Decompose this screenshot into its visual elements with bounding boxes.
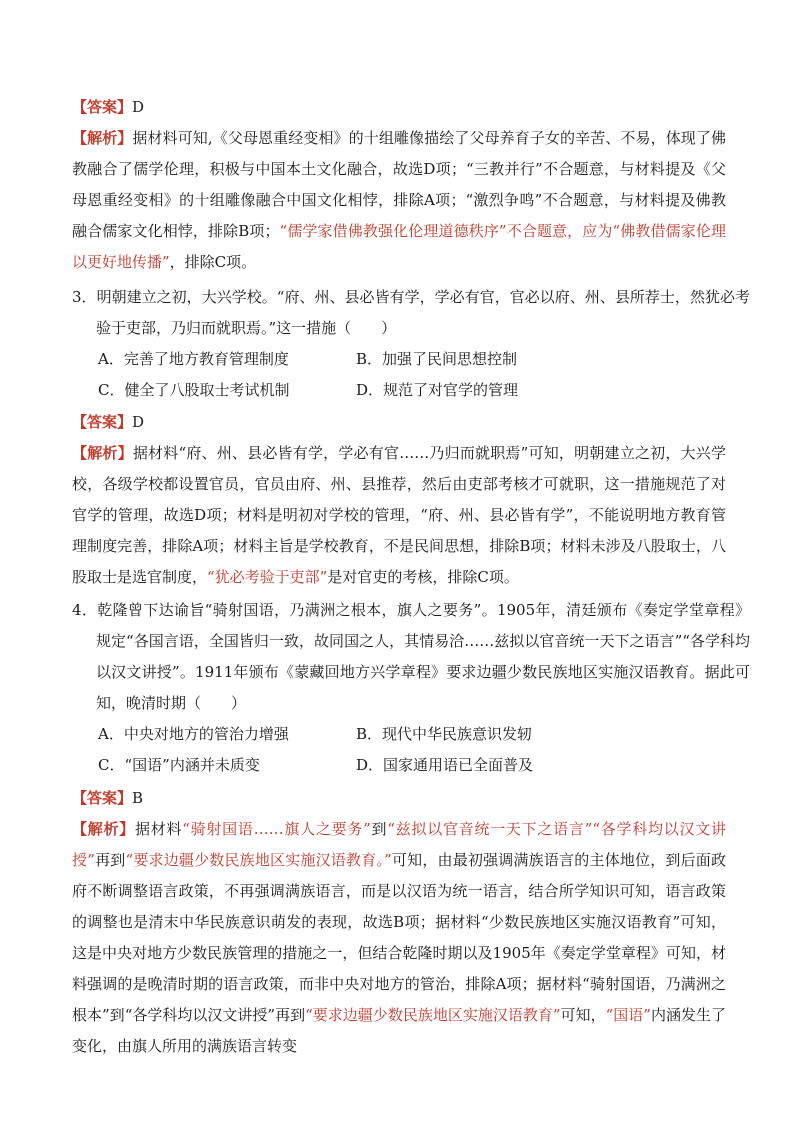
question-3-option-a: A．完善了地方教育管理制度 <box>98 350 289 368</box>
question-3-option-c: C．健全了八股取士考试机制 <box>98 381 290 399</box>
answer-line-1 <box>72 92 726 123</box>
analysis-highlight: “要求边疆少数民族地区实施汉语教育” <box>305 1006 561 1024</box>
question-3-stem: 3．明朝建立之初，大兴学校。“府、州、县必皆有学，学必有官，官必以府、州、县所荐士，然犹必考验于吏部，乃归而就职焉。”这一措施（ ） <box>72 288 750 337</box>
answer-label: 【答案】 <box>72 789 133 807</box>
answer-line-3 <box>72 407 726 438</box>
analysis-1 <box>72 123 726 278</box>
analysis-text: ，排除C项。 <box>169 253 257 271</box>
analysis-highlight: “骑射国语……旗人之要务” <box>182 820 371 838</box>
analysis-text: 据材料“府、州、县必皆有学，学必有官……乃归而就职焉”可知，明朝建立之初，大兴学校，各级学校都设置官员，官员由府、州、县推荐，然后由吏部考核才可就职，这一措施规范了对官学的管理，故选D项；材料是明初对学校的管理，“府、州、县必皆有学”，不能说明地方教育管理制度完善，排除A项；材料主旨是学校教育，不是民间思想，排除B项；材料未涉及八股取士，八股取士是选官制度， <box>72 444 726 586</box>
answer-value: B <box>132 789 144 807</box>
question-4-option-b: B．现代中华民族意识发轫 <box>356 725 533 743</box>
analysis-highlight: “兹拟以官音统一天下之语言”“各学科均以汉文讲授” <box>72 820 726 869</box>
analysis-text: 据材料可知,《父母恩重经变相》的十组雕像描绘了父母养育子女的辛苦、不易，体现了佛教融合了儒学伦理，积极与中国本土文化融合，故选D项；“三教并行”不合题意，与材料提及《父母恩重经变相》的十组雕像融合中国文化相悖，排除A项；“激烈争鸣”不合题意，与材料提及佛教融合儒家文化相悖，排除B项； <box>72 129 726 240</box>
analysis-text: 再到 <box>94 851 126 869</box>
answer-label: 【答案】 <box>72 98 133 116</box>
analysis-text: 可知， <box>560 1006 606 1024</box>
analysis-label: 【解析】 <box>72 129 133 147</box>
question-3-option-b: B．加强了民间思想控制 <box>356 350 518 368</box>
analysis-4 <box>72 814 726 1062</box>
answer-value: D <box>132 98 145 116</box>
analysis-text: 到 <box>370 820 388 838</box>
analysis-label: 【解析】 <box>72 820 135 838</box>
answer-label: 【答案】 <box>72 413 133 431</box>
analysis-highlight: “要求边疆少数民族地区实施汉语教育。” <box>125 851 392 869</box>
question-4-option-c: C．“国语”内涵并未质变 <box>98 756 260 774</box>
analysis-highlight: “国语” <box>605 1006 651 1024</box>
analysis-text: 据材料 <box>135 820 183 838</box>
analysis-highlight: “儒学家借佛教强化伦理道德秩序”不合题意，应为“佛教借儒家伦理以更好地传播” <box>72 222 726 271</box>
question-4-stem: 4．乾隆曾下达谕旨“骑射国语，乃满洲之根本，旗人之要务”。1905年，清廷颁布《奏定学堂章程》规定“各国言语，全国皆归一致，故同国之人，其情易洽……兹拟以官音统一天下之语言”“各学科均以汉文讲授”。1911年颁布《蒙藏回地方兴学章程》要求边疆少数民族地区实施汉语教育。据此可知，晚清时期（ ） <box>72 601 750 712</box>
question-4-option-d: D．国家通用语已全面普及 <box>356 756 534 774</box>
analysis-3 <box>72 438 726 593</box>
answer-line-4 <box>72 783 726 814</box>
answer-value: D <box>132 413 145 431</box>
question-3-option-d: D．规范了对官学的管理 <box>356 381 519 399</box>
analysis-text: 可知，由最初强调满族语言的主体地位，到后面政府不断调整语言政策，不再强调满族语言，而是以汉语为统一语言，结合所学知识可知，语言政策的调整也是清末中华民族意识萌发的表现，故选B项；据材料“少数民族地区实施汉语教育”可知，这是中央对地方少数民族管理的措施之一，但结合乾隆时期以及1905年《奏定学堂章程》可知，材料强调的是晚清时期的语言政策，而非中央对地方的管治，排除A项；据材料“骑射国语，乃满洲之根本”到“各学科均以汉文讲授”再到 <box>72 851 726 1024</box>
analysis-text: 内涵发生了变化，由旗人所用的满族语言转变 <box>72 1006 726 1055</box>
analysis-label: 【解析】 <box>72 444 133 462</box>
question-4-option-a: A．中央对地方的管治力增强 <box>98 725 289 743</box>
analysis-text: 是对官吏的考核，排除C项。 <box>327 568 519 586</box>
analysis-highlight: “犹必考验于吏部” <box>207 568 328 586</box>
